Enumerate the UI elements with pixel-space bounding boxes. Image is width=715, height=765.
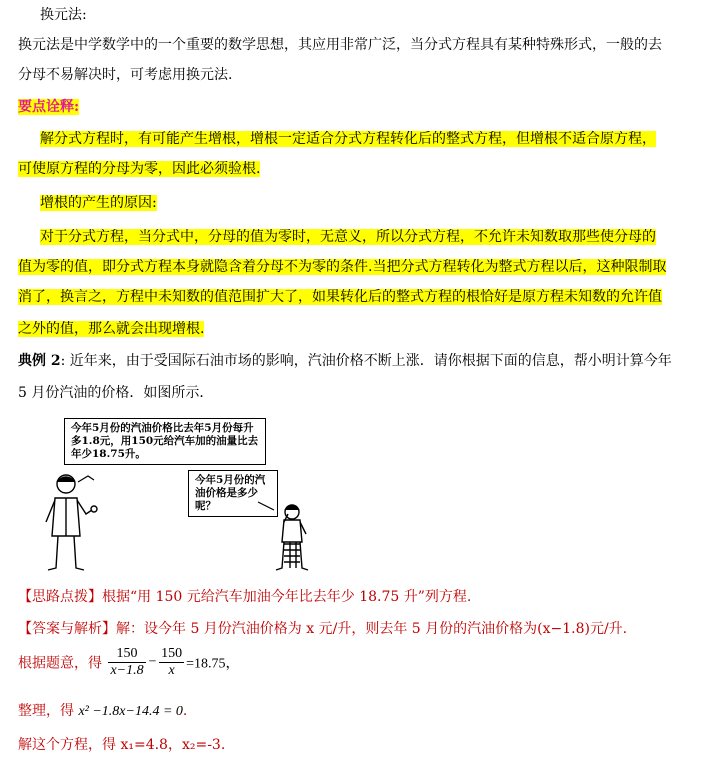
equation-line: 根据题意，得 $\frac{150}{x-1.8}$ − $\frac{150}{x}$ =18.75， [18,646,240,678]
section-title: 换元法: [40,7,87,23]
fraction-1: $\frac{150}{x-1.8}$ [110,646,144,678]
key-points-label: 要点诠释: [18,99,80,115]
example-line-2: 5 月份汽油的价格．如图所示． [18,385,214,401]
cause-line-3: 消了，换言之，方程中未知数的值范围扩大了，如果转化后的整式方程的根恰好是原方程未知数的允许值 [18,289,662,305]
example-label: 典例 2 [18,353,61,369]
key-point-1-line-1: 解分式方程时，有可能产生增根，增根一定适合分式方程转化后的整式方程，但增根不适合原方程， [40,131,656,147]
cause-line-2: 值为零的值，即分式方程本身就隐含着分母不为零的条件.当把分式方程转化为整式方程以后，这种限制取 [18,259,667,275]
hint-tag: 【思路点拨】 [18,589,102,605]
intro-line-2: 分母不易解决时，可考虑用换元法. [18,67,233,83]
key-point-1-line-2: 可使原方程的分母为零，因此必须验根. [18,161,261,177]
final-answer-line: 解这个方程，得 x₁=4.8，x₂=-3. [18,737,226,753]
cause-heading: 增根的产生的原因: [40,195,157,211]
cause-line-4: 之外的值，那么就会出现增根. [18,321,205,337]
answer-line: 【答案与解析】解：设今年 5 月份汽油价格为 x 元/升，则去年 5 月份的汽油价格为(x−1.8)元/升. [18,621,628,637]
key-points-heading [18,96,79,118]
quadratic-equation: x² −1.8x−14.4 = 0 [78,704,183,719]
people-drawing [38,418,318,573]
answer-tag: 【答案与解析】 [18,621,116,637]
speech-bubble-right: 今年5月份的汽油价格是多少呢？ [188,470,278,517]
example-illustration [38,418,318,573]
hint-line: 【思路点拨】根据“用 150 元给汽车加油今年比去年少 18.75 升”列方程. [18,589,472,605]
speech-bubble-left: 今年5月份的汽油价格比去年5月份每升多1.8元，用150元给汽车加的油量比去年少18.75升。 [64,418,266,465]
example-line-1: 典例 2: 近年来，由于受国际石油市场的影响，汽油价格不断上涨．请你根据下面的信息，帮小明计算今年 [18,353,672,369]
cause-line-1: 对于分式方程，当分式中，分母的值为零时，无意义，所以分式方程，不允许未知数取那些使分母的 [40,229,656,245]
intro-line-1: 换元法是中学数学中的一个重要的数学思想，其应用非常广泛，当分式方程具有某种特殊形式，一般的去 [18,37,662,53]
simplify-line: 整理，得 x² −1.8x−14.4 = 0. [18,703,188,719]
fraction-2: $\frac{150}{x}$ [161,646,183,678]
